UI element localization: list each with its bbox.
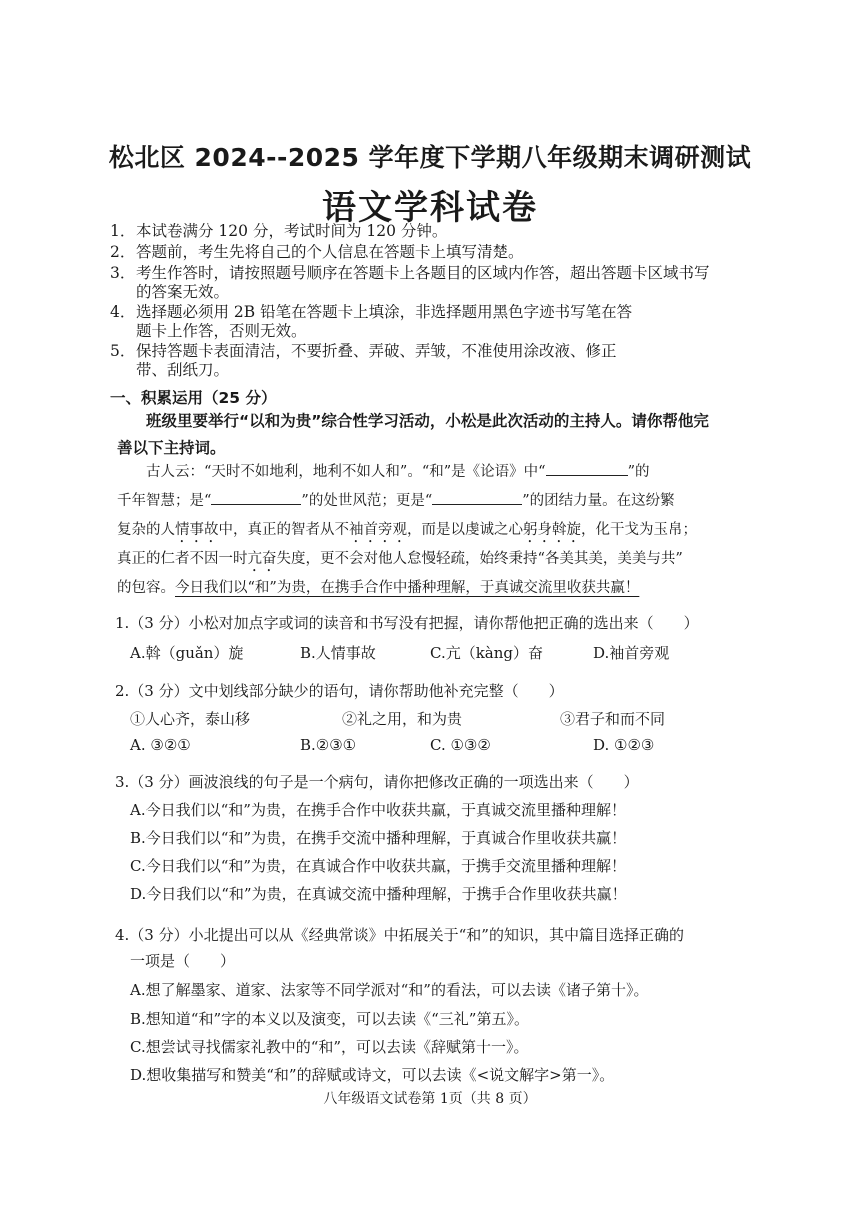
section-intro: [117, 408, 752, 462]
passage-text: 复杂的人: [117, 522, 175, 538]
q3-option-c[interactable]: C.今日我们以“和”为贵，在真诚合作中收获共赢，于携手交流里播种理解！: [130, 857, 627, 875]
question-4-stem: 4.（3 分）小北提出可以从《经典常谈》中拓展关于“和”的知识，其中篇目选择正确的: [115, 926, 684, 944]
question-1-stem: 1.（3 分）小松对加点字或词的读音和书写没有把握，请你帮他把正确的选出来（ ）: [115, 614, 699, 632]
passage-text: 中，真正的智者从不: [218, 522, 349, 538]
instruction-5: [110, 342, 750, 380]
question-4-stem-cont: 一项是（ ）: [130, 952, 236, 970]
page-footer: 八年级语文试卷第 1页（共 8 页）: [323, 1091, 537, 1107]
q2-item-3: ③君子和而不同: [560, 710, 666, 728]
passage-text: 失度，更不会对他人怠慢轻疏，始终秉持“各美其美，美美与共”: [276, 551, 683, 567]
dotted-word: 亢奋: [247, 551, 277, 567]
passage-line-2: [117, 489, 675, 510]
wavy-underlined-sentence: 今日我们以“和”为贵，在携手合作中播种理解，于真诚交流里收获共赢！: [175, 580, 640, 596]
passage-text: 千年智慧；是“: [117, 493, 212, 509]
instruction-number: 1．: [110, 222, 136, 240]
q1-option-d[interactable]: D.袖首旁观: [593, 644, 670, 662]
instruction-text: 保持答题卡表面清洁，不要折叠、弄破、弄皱，不准使用涂改液、修正: [136, 342, 617, 360]
instruction-text-cont: 带、刮纸刀。: [136, 361, 230, 379]
exam-title: 松北区 2024--2025 学年度下学期八年级期末调研测试: [108, 143, 752, 172]
instruction-2: [110, 243, 750, 262]
instruction-number: 4．: [110, 303, 136, 321]
passage-text: 古人云：“天时不如地利，地利不如人和”。“和”是《论语》中“: [146, 464, 546, 480]
answer-blank-3[interactable]: [432, 490, 522, 505]
q1-option-a[interactable]: A.斡（guǎn）旋: [130, 644, 244, 662]
answer-blank-2[interactable]: [211, 490, 301, 505]
passage-text: ”的团结力量。在这纷繁: [522, 493, 675, 509]
q4-option-d[interactable]: D.想收集描写和赞美“和”的辞赋或诗文，可以去读《<说文解字>第一》。: [130, 1066, 615, 1084]
q1-option-b[interactable]: B.人情事故: [300, 644, 376, 662]
section-heading: 一、积累运用（25 分）: [110, 389, 277, 407]
instruction-text: 考生作答时，请按照题号顺序在答题卡上各题目的区域内作答，超出答题卡区域书写: [136, 264, 710, 282]
dotted-word: 情事故: [175, 522, 219, 538]
question-3-stem: 3.（3 分）画波浪线的句子是一个病句，请你把修改正确的一项选出来（ ）: [115, 773, 639, 791]
subject-title: 语文学科试卷: [322, 188, 538, 228]
q2-option-b[interactable]: B.②③①: [300, 736, 357, 754]
q3-option-b[interactable]: B.今日我们以“和”为贵，在携手交流中播种理解，于真诚合作里收获共赢！: [130, 829, 627, 847]
q2-option-a[interactable]: A. ③②①: [130, 736, 191, 754]
instruction-1: [110, 222, 750, 241]
dotted-word: 躬身斡旋: [523, 522, 581, 538]
passage-text: ”的处世风范；更是“: [301, 493, 433, 509]
passage-text: 的包容。: [117, 580, 175, 596]
answer-blank-1[interactable]: [546, 461, 628, 476]
passage-text: ，化干戈为玉帛；: [581, 522, 697, 538]
intro-line: 善以下主持词。: [117, 439, 226, 457]
intro-line: 班级里要举行“以和为贵”综合性学习活动，小松是此次活动的主持人。请你帮他完: [146, 412, 709, 430]
instruction-text-cont: 题卡上作答，否则无效。: [136, 322, 307, 340]
q3-option-d[interactable]: D.今日我们以“和”为贵，在真诚交流中播种理解，于携手合作里收获共赢！: [130, 885, 627, 903]
q4-option-a[interactable]: A.想了解墨家、道家、法家等不同学派对“和”的看法，可以去读《诸子第十》。: [130, 981, 649, 999]
q2-option-c[interactable]: C. ①③②: [430, 736, 491, 754]
instruction-text-cont: 的答案无效。: [136, 283, 230, 301]
instruction-4: [110, 303, 750, 341]
instruction-text: 本试卷满分 120 分，考试时间为 120 分钟。: [136, 222, 448, 240]
passage-line-4: [117, 547, 683, 575]
passage-text: ”的: [627, 464, 650, 480]
q3-option-a[interactable]: A.今日我们以“和”为贵，在携手合作中收获共赢，于真诚交流里播种理解！: [130, 801, 626, 819]
instruction-number: 2．: [110, 243, 136, 261]
instruction-number: 5．: [110, 342, 136, 360]
instruction-number: 3．: [110, 264, 136, 282]
passage-text: ，而是以虔诚之心: [407, 522, 523, 538]
q4-option-b[interactable]: B.想知道“和”字的本义以及演变，可以去读《“三礼”第五》。: [130, 1010, 529, 1028]
q4-option-c[interactable]: C.想尝试寻找儒家礼教中的“和”，可以去读《辞赋第十一》。: [130, 1038, 529, 1056]
passage-line-1: [146, 460, 649, 481]
dotted-word: 袖首旁观: [349, 522, 407, 538]
q1-option-c[interactable]: C.亢（kàng）奋: [430, 644, 544, 662]
instruction-text: 选择题必须用 2B 铅笔在答题卡上填涂，非选择题用黑色字迹书写笔在答: [136, 303, 633, 321]
q2-item-2: ②礼之用，和为贵: [342, 710, 463, 728]
instruction-3: [110, 264, 750, 302]
q2-item-1: ①人心齐，泰山移: [130, 710, 251, 728]
passage-line-5: [117, 576, 639, 597]
instruction-text: 答题前，考生先将自己的个人信息在答题卡上填写清楚。: [136, 243, 524, 261]
q2-option-d[interactable]: D. ①②③: [593, 736, 655, 754]
question-2-stem: 2.（3 分）文中划线部分缺少的语句，请你帮助他补充完整（ ）: [115, 682, 564, 700]
passage-line-3: [117, 518, 697, 546]
passage-text: 真正的仁者不因一时: [117, 551, 248, 567]
